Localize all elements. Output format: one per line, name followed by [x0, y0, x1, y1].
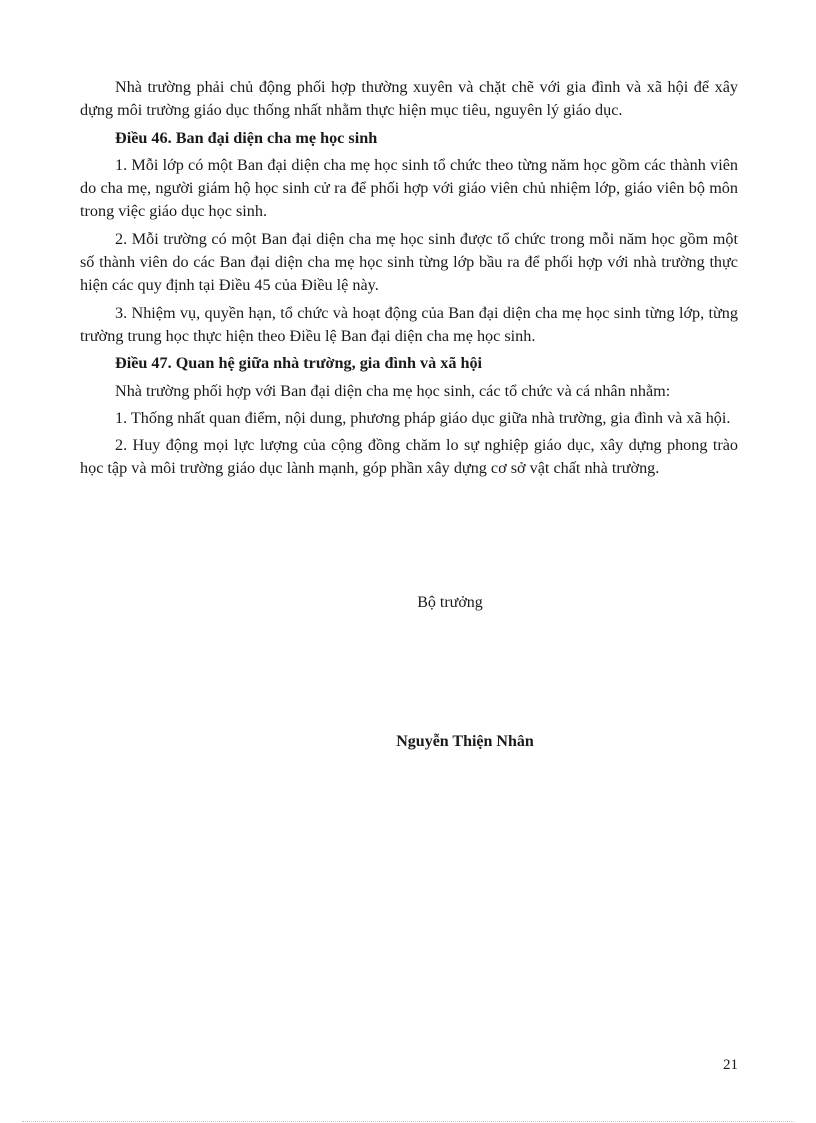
signer-name: Nguyễn Thiện Nhân: [396, 733, 534, 750]
page-bottom-divider: [22, 1121, 794, 1122]
article-47-heading: Điều 47. Quan hệ giữa nhà trường, gia đình và xã hội: [115, 354, 483, 373]
page-number: 21: [723, 1057, 738, 1073]
paragraph-intro: Nhà trường phải chủ động phối hợp thường xuyên và chặt chẽ với gia đình và xã hội để xây dựng môi trường giáo dục thống nhất nhằm thực hiện mục tiêu, nguyên lý giáo dục.: [80, 78, 738, 120]
article-46-clause-2: 2. Mỗi trường có một Ban đại diện cha mẹ học sinh được tổ chức trong mỗi năm học gồm một số thành viên do các Ban đại diện cha mẹ học sinh từng lớp bầu ra để phối hợp với nhà trường thực hiện các quy định tại Điều 45 của Điều lệ này.: [80, 229, 738, 295]
signer-title: Bộ trưởng: [417, 594, 483, 611]
article-47-lead: Nhà trường phối hợp với Ban đại diện cha mẹ học sinh, các tổ chức và cá nhân nhằm:: [115, 381, 671, 400]
article-46-clause-3: 3. Nhiệm vụ, quyền hạn, tổ chức và hoạt động của Ban đại diện cha mẹ học sinh từng lớp, từng trường trung học thực hiện theo Điều lệ Ban đại diện cha mẹ học sinh.: [80, 303, 738, 345]
article-46-clause-1: 1. Mỗi lớp có một Ban đại diện cha mẹ học sinh tổ chức theo từng năm học gồm các thành viên do cha mẹ, người giám hộ học sinh cử ra để phối hợp với giáo viên chủ nhiệm lớp, giáo viên bộ môn trong việc giáo dục học sinh.: [80, 155, 738, 221]
article-47-clause-2: 2. Huy động mọi lực lượng của cộng đồng chăm lo sự nghiệp giáo dục, xây dựng phong trào học tập và môi trường giáo dục lành mạnh, góp phần xây dựng cơ sở vật chất nhà trường.: [80, 436, 738, 478]
document-body: [80, 76, 738, 485]
article-47-clause-1: 1. Thống nhất quan điểm, nội dung, phương pháp giáo dục giữa nhà trường, gia đình và xã hội.: [115, 408, 731, 427]
article-46-heading: Điều 46. Ban đại diện cha mẹ học sinh: [115, 128, 378, 147]
